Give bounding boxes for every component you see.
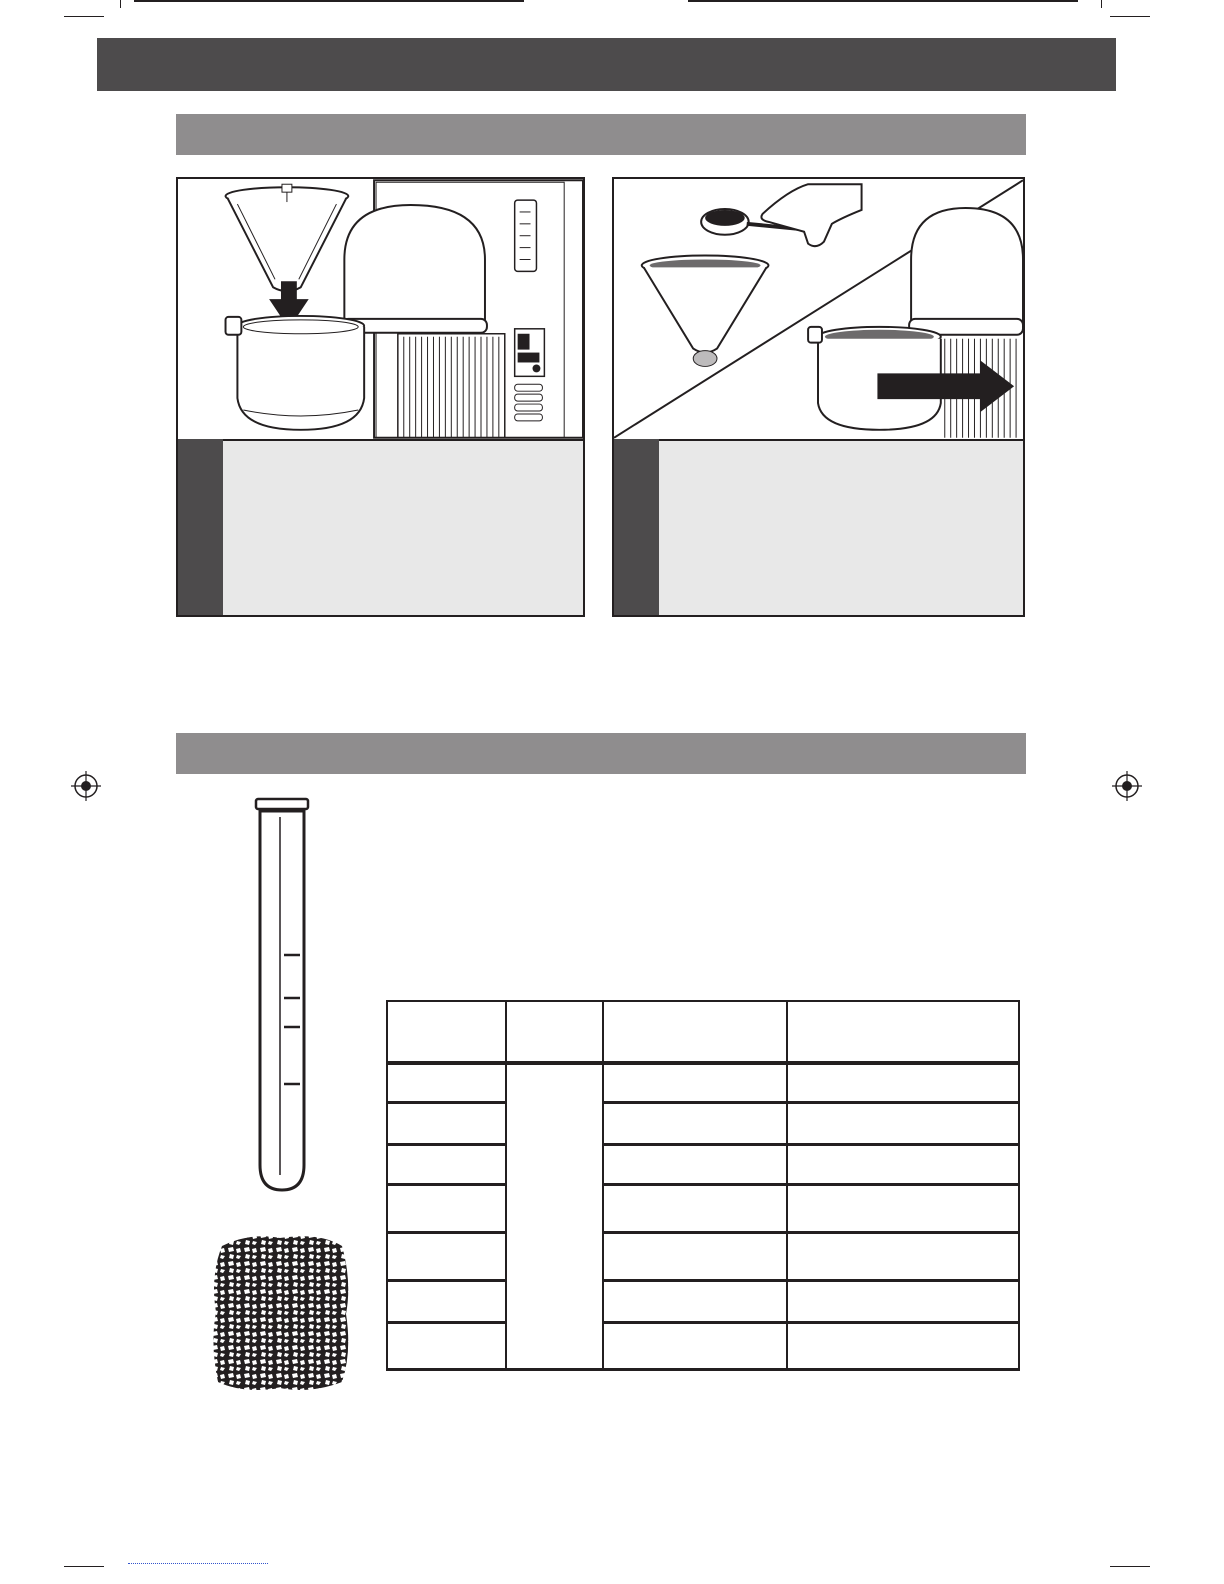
step-number-box bbox=[614, 439, 659, 617]
section-heading bbox=[176, 743, 190, 763]
table-header-row bbox=[387, 1001, 1019, 1063]
table-cell bbox=[603, 1144, 786, 1184]
section-heading-bar bbox=[176, 733, 1026, 774]
table-row bbox=[387, 1102, 1019, 1144]
insert-filter-basket-illustration bbox=[178, 179, 583, 439]
table-cell bbox=[787, 1280, 1019, 1322]
page-title-bar bbox=[97, 38, 1116, 91]
table-cell bbox=[387, 1232, 506, 1280]
step-number-box bbox=[178, 439, 223, 617]
table-cell bbox=[603, 1322, 786, 1369]
section-heading-bar bbox=[176, 114, 1026, 155]
table-row bbox=[387, 1280, 1019, 1322]
registration-mark-icon bbox=[1112, 771, 1142, 801]
crop-mark bbox=[120, 0, 121, 8]
table-cell bbox=[787, 1102, 1019, 1144]
table-cell bbox=[603, 1063, 786, 1102]
crop-mark bbox=[1110, 1566, 1150, 1567]
registration-mark-icon bbox=[71, 771, 101, 801]
table-cell bbox=[787, 1232, 1019, 1280]
step-number bbox=[614, 439, 659, 449]
measuring-scoop-icon bbox=[250, 795, 314, 1195]
page-title bbox=[97, 51, 117, 78]
table-row bbox=[387, 1232, 1019, 1280]
table-header-cell bbox=[506, 1001, 604, 1063]
crop-mark bbox=[1110, 16, 1150, 17]
add-coffee-grounds-illustration bbox=[614, 179, 1023, 439]
table-cell bbox=[787, 1184, 1019, 1232]
bottom-link[interactable] bbox=[128, 1562, 268, 1564]
step-panel bbox=[176, 177, 585, 617]
table-cell bbox=[603, 1184, 786, 1232]
table-row bbox=[387, 1063, 1019, 1102]
table-row bbox=[387, 1184, 1019, 1232]
table-cell bbox=[387, 1063, 506, 1102]
coffee-grounds-icon bbox=[210, 1232, 352, 1394]
table-header-cell bbox=[603, 1001, 786, 1063]
table-row bbox=[387, 1322, 1019, 1369]
table-row bbox=[387, 1144, 1019, 1184]
table-cell bbox=[787, 1063, 1019, 1102]
section-heading bbox=[176, 124, 190, 144]
table-cell bbox=[603, 1102, 786, 1144]
table-cell bbox=[387, 1102, 506, 1144]
table-cell-merged bbox=[506, 1063, 604, 1369]
step-number bbox=[178, 439, 223, 449]
step-text bbox=[659, 441, 1023, 461]
table-cell bbox=[387, 1184, 506, 1232]
step-panel bbox=[612, 177, 1025, 617]
crop-mark bbox=[134, 0, 524, 2]
step-text-box bbox=[223, 439, 583, 617]
table-header-cell bbox=[787, 1001, 1019, 1063]
crop-mark bbox=[1101, 0, 1102, 8]
crop-mark bbox=[64, 16, 104, 17]
crop-mark bbox=[688, 0, 1078, 2]
table-cell bbox=[603, 1232, 786, 1280]
table-cell bbox=[603, 1280, 786, 1322]
table-cell bbox=[387, 1280, 506, 1322]
table-cell bbox=[787, 1322, 1019, 1369]
grind-table bbox=[386, 1000, 1020, 1371]
table-cell bbox=[787, 1144, 1019, 1184]
table-cell bbox=[387, 1322, 506, 1369]
table-cell bbox=[387, 1144, 506, 1184]
step-text-box bbox=[659, 439, 1023, 617]
step-text bbox=[223, 441, 583, 461]
crop-mark bbox=[64, 1566, 104, 1567]
table-header-cell bbox=[387, 1001, 506, 1063]
